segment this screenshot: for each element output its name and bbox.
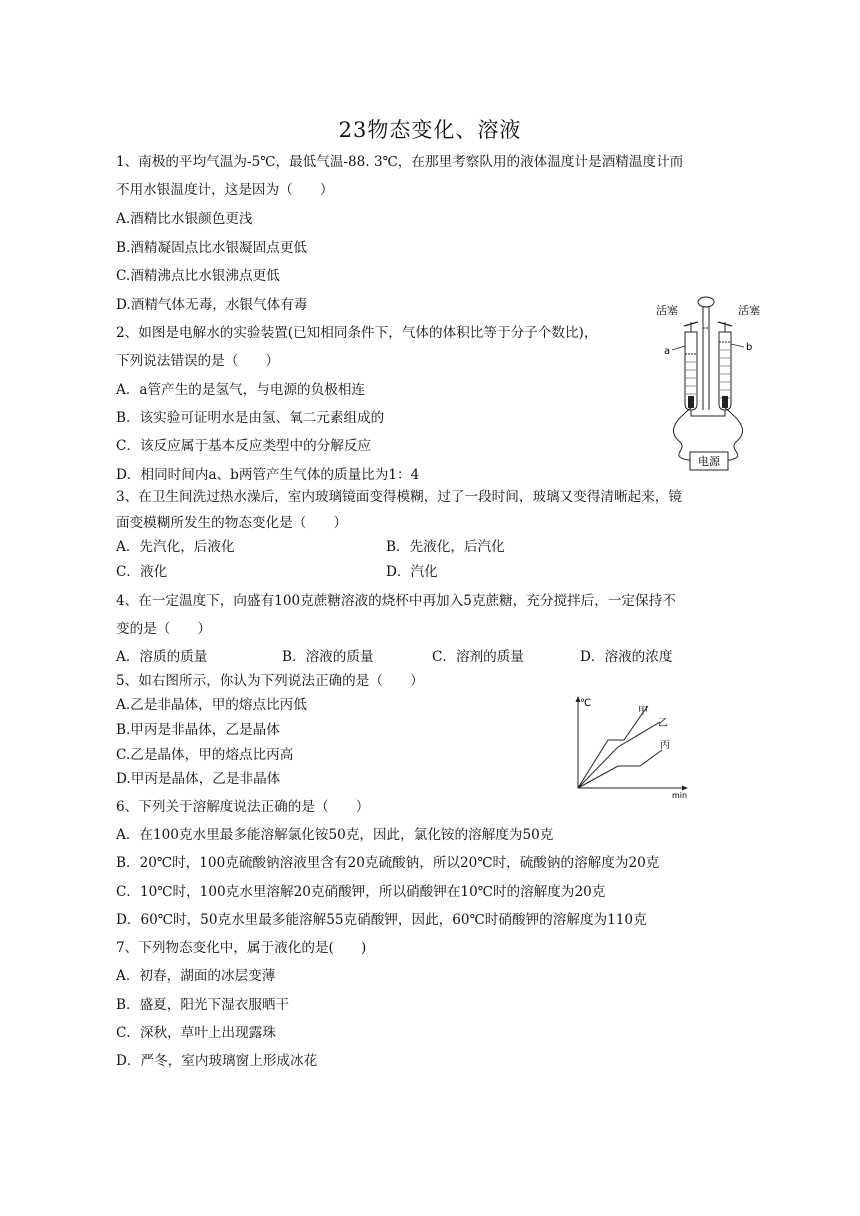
curve-yi — [578, 722, 660, 788]
q3-option-b: B．先液化，后汽化 — [386, 539, 505, 555]
q2-stem-line2: 下列说法错误的是（ ） — [116, 353, 280, 369]
q4-option-d: D．溶液的浓度 — [580, 649, 673, 665]
q5-stem: 5、如右图所示，你认为下列说法正确的是（ ） — [116, 673, 424, 689]
q3-stem-line1: 3、在卫生间洗过热水澡后，室内玻璃镜面变得模糊，过了一段时间，玻璃又变得清晰起来，镜 — [116, 489, 682, 505]
q1-option-b: B.酒精凝固点比水银凝固点更低 — [116, 240, 308, 256]
electrolysis-apparatus-figure — [648, 292, 770, 482]
q7-option-a: A．初春，湖面的冰层变薄 — [116, 968, 276, 984]
q4-stem-line2: 变的是（ ） — [116, 621, 212, 637]
melting-curve-figure — [568, 692, 690, 800]
q3-option-d: D．汽化 — [386, 564, 438, 580]
q2-stem-line1: 2、如图是电解水的实验装置(已知相同条件下，气体的体积比等于分子个数比)， — [116, 325, 598, 341]
q6-option-b: B．20℃时，100克硫酸钠溶液里含有20克硫酸钠，所以20℃时，硫酸钠的溶解度为20克 — [116, 855, 660, 871]
q5-option-d: D.甲丙是晶体，乙是非晶体 — [116, 771, 281, 787]
right-valve-label: 活塞 — [738, 304, 760, 317]
series-yi-label: 乙 — [658, 718, 668, 729]
power-supply-label: 电源 — [698, 455, 720, 468]
q4-option-c: C．溶剂的质量 — [432, 649, 524, 665]
tube-a-label: a — [664, 346, 671, 357]
q1-option-a: A.酒精比水银颜色更浅 — [116, 211, 253, 227]
q6-option-c: C．10℃时，100克水里溶解20克硝酸钾，所以硝酸钾在10℃时的溶解度为20克 — [116, 884, 606, 900]
q6-stem: 6、下列关于溶解度说法正确的是（ ） — [116, 799, 370, 815]
q7-option-b: B．盛夏，阳光下湿衣服晒干 — [116, 997, 290, 1013]
q4-option-a: A．溶质的质量 — [116, 649, 208, 665]
y-axis-unit: ℃ — [580, 698, 592, 709]
q2-option-a: A．a管产生的是氢气，与电源的负极相连 — [116, 382, 366, 398]
page-title: 23物态变化、溶液 — [338, 118, 522, 142]
curve-bing — [578, 750, 662, 788]
q6-option-d: D．60℃时，50克水里最多能溶解55克硝酸钾，因此，60℃时硝酸钾的溶解度为110克 — [116, 912, 647, 928]
q7-stem: 7、下列物态变化中，属于液化的是( ) — [116, 940, 367, 956]
q4-stem-line1: 4、在一定温度下，向盛有100克蔗糖溶液的烧杯中再加入5克蔗糖，充分搅拌后，一定保持不 — [116, 593, 676, 609]
x-axis-unit: min — [672, 791, 688, 800]
left-valve-label: 活塞 — [656, 304, 678, 317]
q6-option-a: A．在100克水里最多能溶解氯化铵50克，因此，氯化铵的溶解度为50克 — [116, 827, 554, 843]
q7-option-d: D．严冬，室内玻璃窗上形成冰花 — [116, 1053, 318, 1069]
tube-b-label: b — [746, 342, 753, 353]
q3-stem-line2: 面变模糊所发生的物态变化是（ ） — [116, 515, 348, 531]
q1-stem-line2: 不用水银温度计，这是因为（ ） — [116, 182, 334, 198]
q2-option-b: B．该实验可证明水是由氢、氧二元素组成的 — [116, 410, 385, 426]
series-bing-label: 丙 — [660, 740, 670, 751]
q4-option-b: B．溶液的质量 — [282, 649, 374, 665]
q3-option-a: A．先汽化，后液化 — [116, 539, 235, 555]
curve-jia — [578, 706, 648, 788]
q5-option-c: C.乙是晶体，甲的熔点比丙高 — [116, 747, 294, 763]
q3-option-c: C．液化 — [116, 564, 168, 580]
q5-option-a: A.乙是非晶体，甲的熔点比丙低 — [116, 697, 307, 713]
series-jia-label: 甲 — [638, 706, 648, 717]
q1-option-d: D.酒精气体无毒，水银气体有毒 — [116, 297, 308, 313]
q1-stem-line1: 1、南极的平均气温为-5℃，最低气温-88. 3℃，在那里考察队用的液体温度计是酒精温度计而 — [116, 154, 684, 170]
q2-option-c: C．该反应属于基本反应类型中的分解反应 — [116, 438, 372, 454]
q1-option-c: C.酒精沸点比水银沸点更低 — [116, 268, 280, 284]
q7-option-c: C．深秋，草叶上出现露珠 — [116, 1025, 276, 1041]
q5-option-b: B.甲丙是非晶体，乙是晶体 — [116, 722, 280, 738]
q2-option-d: D．相同时间内a、b两管产生气体的质量比为1：4 — [116, 467, 420, 483]
